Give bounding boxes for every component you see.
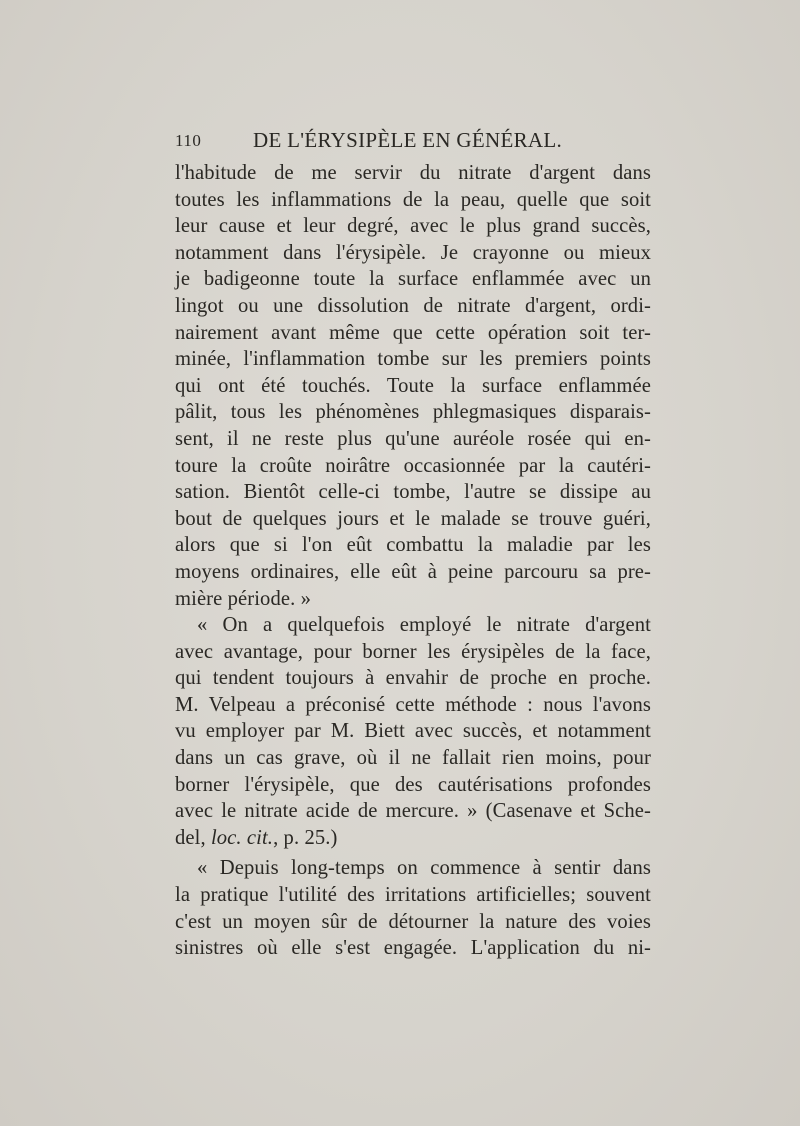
text-line: moyens ordinaires, elle eût à peine parcouru sa pre- — [175, 560, 651, 583]
running-head: DE L'ÉRYSIPÈLE EN GÉNÉRAL. — [253, 128, 563, 152]
text-line: l'habitude de me servir du nitrate d'argent dans — [175, 162, 651, 184]
text-line: qui tendent toujours à envahir de proche en proche. — [175, 667, 651, 690]
text-line: toutes les inflammations de la peau, quelle que soit — [175, 188, 651, 211]
text-line: lingot ou une dissolution de nitrate d'argent, ordi- — [175, 294, 651, 317]
page-header — [175, 128, 655, 156]
text-line: dans un cas grave, où il ne fallait rien moins, pour — [175, 747, 651, 770]
body-text — [175, 160, 651, 962]
text-line: notamment dans l'érysipèle. Je crayonne ou mieux — [175, 241, 651, 264]
paragraph-2 — [175, 612, 651, 851]
text-line: pâlit, tous les phénomènes phlegmasiques disparais- — [175, 401, 651, 424]
text-line: « Depuis long-temps on commence à sentir dans — [197, 857, 651, 880]
paragraph-3 — [175, 855, 651, 961]
text-line: vu employer par M. Biett avec succès, et notamment — [175, 720, 651, 743]
text-line: qui ont été touchés. Toute la surface enflammée — [175, 374, 651, 397]
text-line: avec avantage, pour borner les érysipèles de la face, — [175, 640, 651, 663]
text-line: borner l'érysipèle, que des cautérisations profondes — [175, 773, 651, 796]
text-line: mière période. » — [175, 587, 311, 610]
text-line: la pratique l'utilité des irritations artificielles; souvent — [175, 884, 651, 907]
text-line: M. Velpeau a préconisé cette méthode : nous l'avons — [175, 693, 651, 716]
citation-suffix: , p. 25.) — [273, 826, 338, 849]
text-line: nairement avant même que cette opération soit ter- — [175, 321, 651, 344]
text-line: sation. Bientôt celle-ci tombe, l'autre se dissipe au — [175, 481, 651, 504]
citation-italic: loc. cit. — [210, 826, 274, 849]
text-line: toure la croûte noirâtre occasionnée par la cautéri- — [175, 454, 651, 477]
text-line: alors que si l'on eût combattu la maladie par les — [175, 534, 651, 557]
text-line: avec le nitrate acide de mercure. » (Casenave et Sche- — [175, 800, 651, 823]
text-line: c'est un moyen sûr de détourner la nature des voies — [175, 910, 651, 933]
text-line: sent, il ne reste plus qu'une auréole rosée qui en- — [175, 427, 651, 450]
citation-line — [175, 825, 651, 852]
text-line: leur cause et leur degré, avec le plus grand succès, — [175, 215, 651, 238]
page-number: 110 — [175, 131, 202, 150]
text-line: « On a quelquefois employé le nitrate d'argent — [197, 614, 651, 637]
text-line: sinistres où elle s'est engagée. L'application du ni- — [175, 937, 651, 960]
text-line: bout de quelques jours et le malade se trouve guéri, — [175, 507, 651, 530]
text-line: minée, l'inflammation tombe sur les premiers points — [175, 348, 651, 371]
text-line: je badigeonne toute la surface enflammée avec un — [175, 268, 651, 291]
paragraph-1 — [175, 160, 651, 612]
citation-prefix: del, — [175, 826, 211, 849]
